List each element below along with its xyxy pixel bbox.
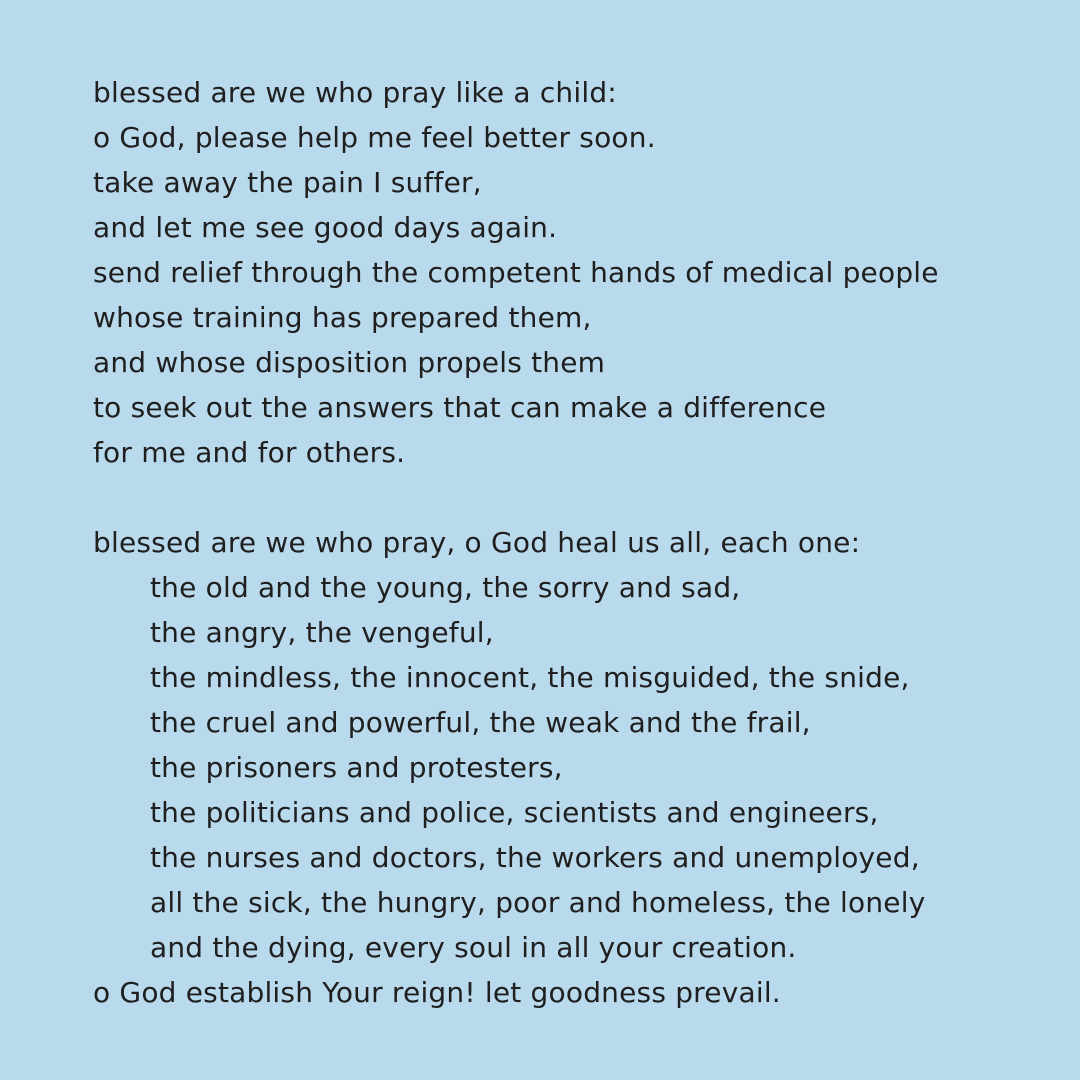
poem-line: whose training has prepared them,	[93, 301, 592, 334]
poem-line: and let me see good days again.	[93, 211, 558, 244]
poem-line: to seek out the answers that can make a difference	[93, 391, 827, 424]
poem-line: for me and for others.	[93, 436, 406, 469]
indented-poem-line: the prisoners and protesters,	[150, 751, 563, 784]
indented-poem-line: all the sick, the hungry, poor and homeless, the lonely	[150, 886, 926, 919]
stanza-closing-line: o God establish Your reign! let goodness prevail.	[93, 976, 781, 1009]
stanza-2	[93, 520, 1053, 1015]
indented-poem-line: the nurses and doctors, the workers and unemployed,	[150, 841, 920, 874]
stanza-opening-line: blessed are we who pray, o God heal us all, each one:	[93, 526, 861, 559]
indented-poem-line: the old and the young, the sorry and sad,	[150, 571, 741, 604]
poem-line: blessed are we who pray like a child:	[93, 76, 617, 109]
indented-poem-line: the politicians and police, scientists and engineers,	[150, 796, 879, 829]
poem-line: and whose disposition propels them	[93, 346, 606, 379]
indented-poem-line: and the dying, every soul in all your creation.	[150, 931, 797, 964]
stanza-break	[93, 475, 1053, 520]
indented-poem-line: the mindless, the innocent, the misguided, the snide,	[150, 661, 910, 694]
poem-line: o God, please help me feel better soon.	[93, 121, 656, 154]
indented-poem-line: the cruel and powerful, the weak and the frail,	[150, 706, 811, 739]
poem-line: send relief through the competent hands of medical people	[93, 256, 939, 289]
prayer-poem	[93, 70, 1053, 1015]
stanza-1	[93, 70, 1053, 475]
poem-line: take away the pain I suffer,	[93, 166, 482, 199]
indented-poem-line: the angry, the vengeful,	[150, 616, 494, 649]
